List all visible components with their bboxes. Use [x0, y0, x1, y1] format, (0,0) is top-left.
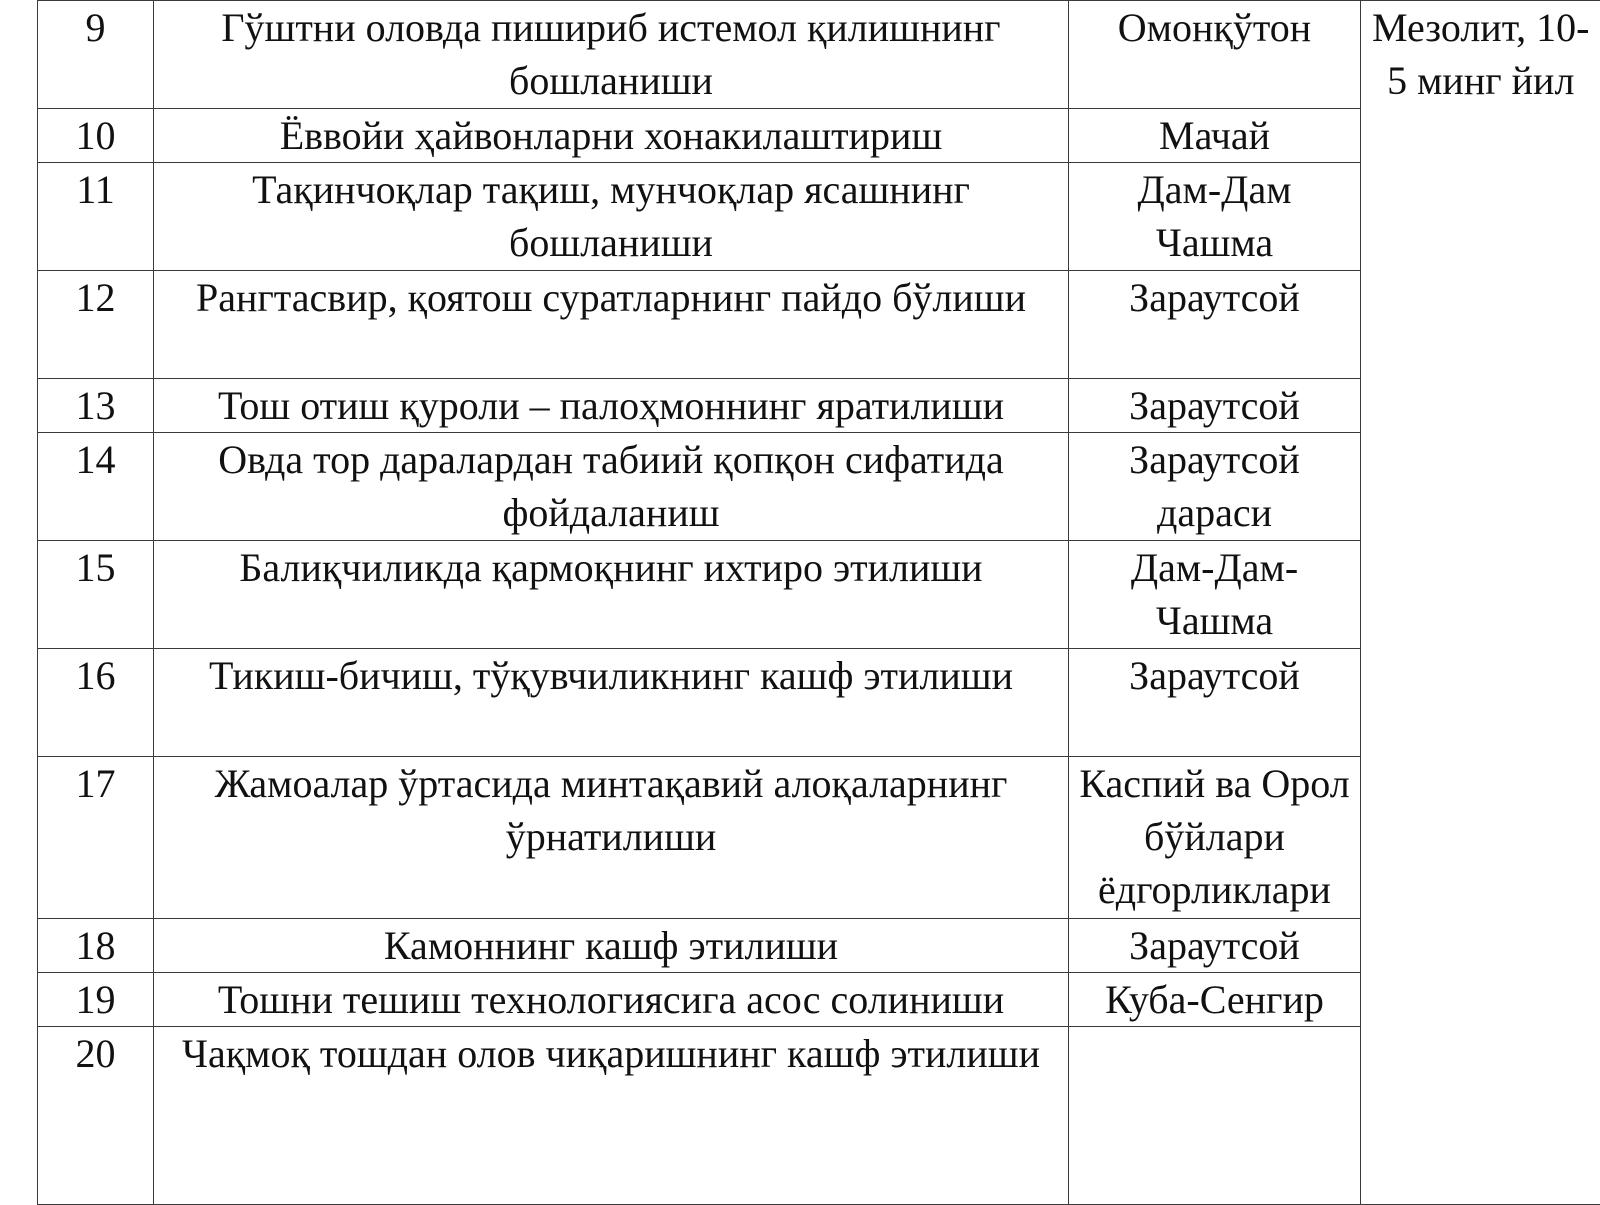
event-text: Камоннинг кашф этилиши — [160, 919, 1062, 972]
event-cell — [154, 919, 1069, 973]
site-text: Зараутсой — [1075, 919, 1354, 972]
event-cell — [154, 1, 1069, 109]
event-cell — [154, 973, 1069, 1027]
event-cell — [154, 271, 1069, 379]
event-text: Рангтасвир, қоятош суратларнинг пайдо бўлиши — [160, 271, 1062, 324]
row-number-cell — [38, 919, 154, 973]
event-text: Тикиш-бичиш, тўқувчиликнинг кашф этилиши — [160, 649, 1062, 702]
row-number: 20 — [44, 1027, 147, 1080]
period-text: Мезолит, 10-5 минг йил — [1367, 1, 1595, 107]
row-number: 13 — [44, 379, 147, 432]
events-table — [37, 0, 1600, 1205]
site-cell — [1069, 1027, 1361, 1205]
site-text: Зараутсой — [1075, 649, 1354, 702]
site-text: Каспий ва Орол бўйлари ёдгорликлари — [1075, 757, 1354, 916]
event-cell — [154, 757, 1069, 919]
site-text: Омонқўтон — [1075, 1, 1354, 54]
row-number-cell — [38, 541, 154, 649]
row-number-cell — [38, 973, 154, 1027]
row-number-cell — [38, 1027, 154, 1205]
event-cell — [154, 163, 1069, 271]
site-cell — [1069, 541, 1361, 649]
event-text: Жамоалар ўртасида минтақавий алоқаларнинг ўрнатилиши — [160, 757, 1062, 863]
event-cell — [154, 1027, 1069, 1205]
event-cell — [154, 379, 1069, 433]
site-cell — [1069, 757, 1361, 919]
site-cell — [1069, 379, 1361, 433]
event-text: Балиқчиликда қармоқнинг ихтиро этилиши — [160, 541, 1062, 594]
event-cell — [154, 649, 1069, 757]
period-cell — [1361, 1, 1600, 1205]
row-number: 19 — [44, 973, 147, 1026]
site-cell — [1069, 433, 1361, 541]
site-text: Мачай — [1075, 109, 1354, 162]
row-number-cell — [38, 109, 154, 163]
row-number: 11 — [44, 163, 147, 216]
row-number: 12 — [44, 271, 147, 324]
table-row — [38, 1, 1600, 109]
row-number-cell — [38, 379, 154, 433]
row-number-cell — [38, 163, 154, 271]
event-cell — [154, 433, 1069, 541]
site-text: Дам-Дам-Чашма — [1075, 541, 1354, 647]
site-text: Дам-Дам Чашма — [1075, 163, 1354, 269]
site-cell — [1069, 109, 1361, 163]
site-cell — [1069, 973, 1361, 1027]
row-number: 10 — [44, 109, 147, 162]
row-number: 15 — [44, 541, 147, 594]
event-text: Овда тор даралардан табиий қопқон сифатида фойдаланиш — [160, 433, 1062, 539]
event-text: Чақмоқ тошдан олов чиқаришнинг кашф этилиши — [160, 1027, 1062, 1080]
site-text: Куба-Сенгир — [1075, 973, 1354, 1026]
row-number-cell — [38, 1, 154, 109]
row-number: 18 — [44, 919, 147, 972]
event-text: Тошни тешиш технологиясига асос солиниши — [160, 973, 1062, 1026]
site-cell — [1069, 1, 1361, 109]
event-text: Гўштни оловда пишириб истемол қилишнинг бошланиши — [160, 1, 1062, 107]
event-text: Ёввойи ҳайвонларни хонакилаштириш — [160, 109, 1062, 162]
site-text: Зараутсой дараси — [1075, 433, 1354, 539]
event-text: Тош отиш қуроли – палоҳмоннинг яратилиши — [160, 379, 1062, 432]
row-number-cell — [38, 433, 154, 541]
site-cell — [1069, 919, 1361, 973]
site-text: Зараутсой — [1075, 271, 1354, 324]
site-text: Зараутсой — [1075, 379, 1354, 432]
row-number: 9 — [44, 1, 147, 54]
row-number: 17 — [44, 757, 147, 810]
site-cell — [1069, 271, 1361, 379]
event-cell — [154, 541, 1069, 649]
site-cell — [1069, 649, 1361, 757]
event-text: Тақинчоқлар тақиш, мунчоқлар ясашнинг бошланиши — [160, 163, 1062, 269]
row-number: 16 — [44, 649, 147, 702]
row-number: 14 — [44, 433, 147, 486]
row-number-cell — [38, 649, 154, 757]
event-cell — [154, 109, 1069, 163]
row-number-cell — [38, 757, 154, 919]
site-cell — [1069, 163, 1361, 271]
row-number-cell — [38, 271, 154, 379]
